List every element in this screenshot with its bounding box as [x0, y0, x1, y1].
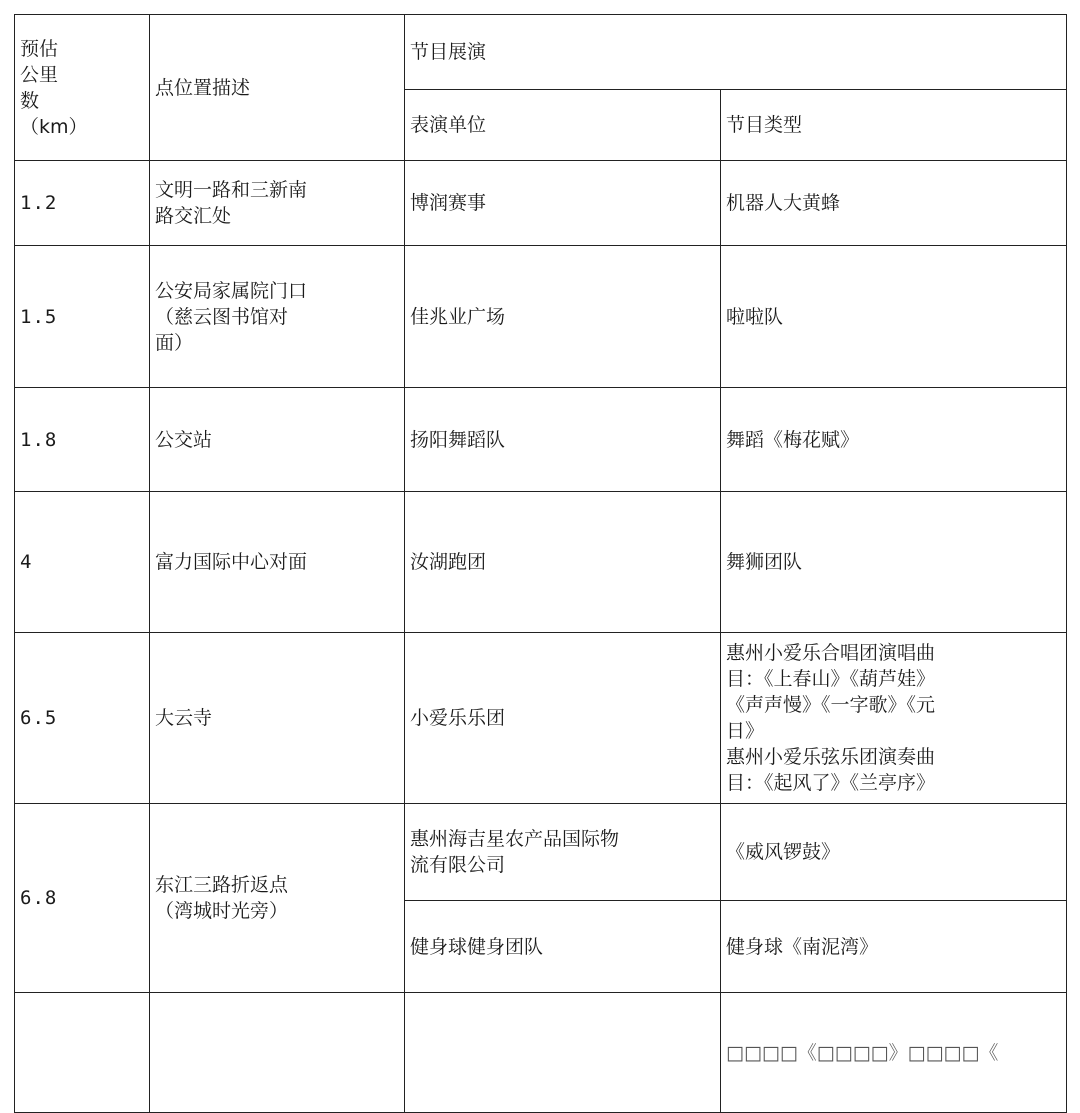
header-location: 点位置描述: [150, 15, 405, 161]
table-row: [15, 246, 1067, 388]
location-line: （湾城时光旁）: [155, 900, 289, 922]
unit-line: 佳兆业广场: [410, 305, 506, 328]
type-line: 《声声慢》《一字歌》《元: [726, 694, 936, 716]
type-cell: [721, 804, 1067, 901]
header-km: [15, 15, 150, 161]
unit-line: 扬阳舞蹈队: [410, 428, 506, 451]
table-row: [15, 633, 1067, 804]
unit-cell: [405, 804, 721, 901]
unit-line: 博润赛事: [410, 192, 487, 214]
location-line: 富力国际中心对面: [155, 551, 308, 573]
unit-cell: [405, 901, 721, 993]
unit-line: 小爱乐乐团: [410, 707, 506, 729]
type-cell: [721, 492, 1067, 633]
location-line: 公安局家属院门口: [155, 279, 308, 302]
type-line: 啦啦队: [726, 305, 784, 328]
km-cell: 4: [15, 492, 150, 633]
unit-cell: [405, 246, 721, 388]
location-line: 路交汇处: [155, 205, 232, 227]
location-cell: [150, 492, 405, 633]
type-cell: [721, 388, 1067, 492]
header-km-line: 公里: [20, 63, 59, 86]
unit-cell: [405, 633, 721, 804]
type-line: □□□□《□□□□》□□□□《: [726, 1041, 999, 1064]
type-cell: [721, 246, 1067, 388]
program-schedule-table: [14, 14, 1067, 1113]
location-cell: [150, 388, 405, 492]
header-km-line: （km）: [20, 115, 88, 138]
type-line: 舞蹈《梅花赋》: [726, 428, 860, 451]
type-line: 惠州小爱乐合唱团演唱曲: [726, 642, 936, 664]
type-line: 惠州小爱乐弦乐团演奏曲: [726, 746, 936, 768]
type-line: 健身球《南泥湾》: [726, 935, 879, 958]
location-line: （慈云图书馆对: [155, 305, 289, 328]
table-row: [15, 161, 1067, 246]
km-cell: 6.8: [15, 804, 150, 993]
table-row: [15, 993, 1067, 1113]
header-km-line: 预估: [20, 37, 59, 60]
location-cell: [150, 804, 405, 993]
location-cell: [150, 246, 405, 388]
km-cell: 1.2: [15, 161, 150, 246]
header-program: 节目展演: [405, 15, 1067, 90]
type-cell: [721, 161, 1067, 246]
type-line: 机器人大黄蜂: [726, 192, 841, 214]
unit-line: 惠州海吉星农产品国际物: [410, 828, 620, 850]
type-line: 目：《上春山》《葫芦娃》: [726, 668, 936, 690]
location-cell: [150, 993, 405, 1113]
unit-cell: [405, 161, 721, 246]
unit-cell: [405, 492, 721, 633]
table-row: [15, 492, 1067, 633]
location-cell: [150, 161, 405, 246]
location-line: 面）: [155, 331, 194, 354]
unit-cell: [405, 993, 721, 1113]
unit-line: 流有限公司: [410, 854, 506, 876]
unit-cell: [405, 388, 721, 492]
location-line: 公交站: [155, 428, 213, 451]
unit-line: 汝湖跑团: [410, 551, 487, 573]
km-cell: 6.5: [15, 633, 150, 804]
type-line: 日》: [726, 720, 765, 742]
km-cell: 1.5: [15, 246, 150, 388]
type-line: 《威风锣鼓》: [726, 841, 841, 863]
type-line: 目：《起风了》《兰亭序》: [726, 772, 936, 794]
location-line: 文明一路和三新南: [155, 179, 308, 201]
header-unit: 表演单位: [405, 90, 721, 161]
type-cell: [721, 633, 1067, 804]
table-row: [15, 388, 1067, 492]
location-cell: [150, 633, 405, 804]
location-line: 大云寺: [155, 707, 213, 729]
km-cell: [15, 993, 150, 1113]
header-km-line: 数: [20, 89, 40, 112]
unit-line: 健身球健身团队: [410, 935, 544, 958]
km-cell: 1.8: [15, 388, 150, 492]
header-type: 节目类型: [721, 90, 1067, 161]
type-cell: [721, 993, 1067, 1113]
type-line: 舞狮团队: [726, 551, 803, 573]
table-row: [15, 804, 1067, 901]
type-cell: [721, 901, 1067, 993]
location-line: 东江三路折返点: [155, 874, 289, 896]
